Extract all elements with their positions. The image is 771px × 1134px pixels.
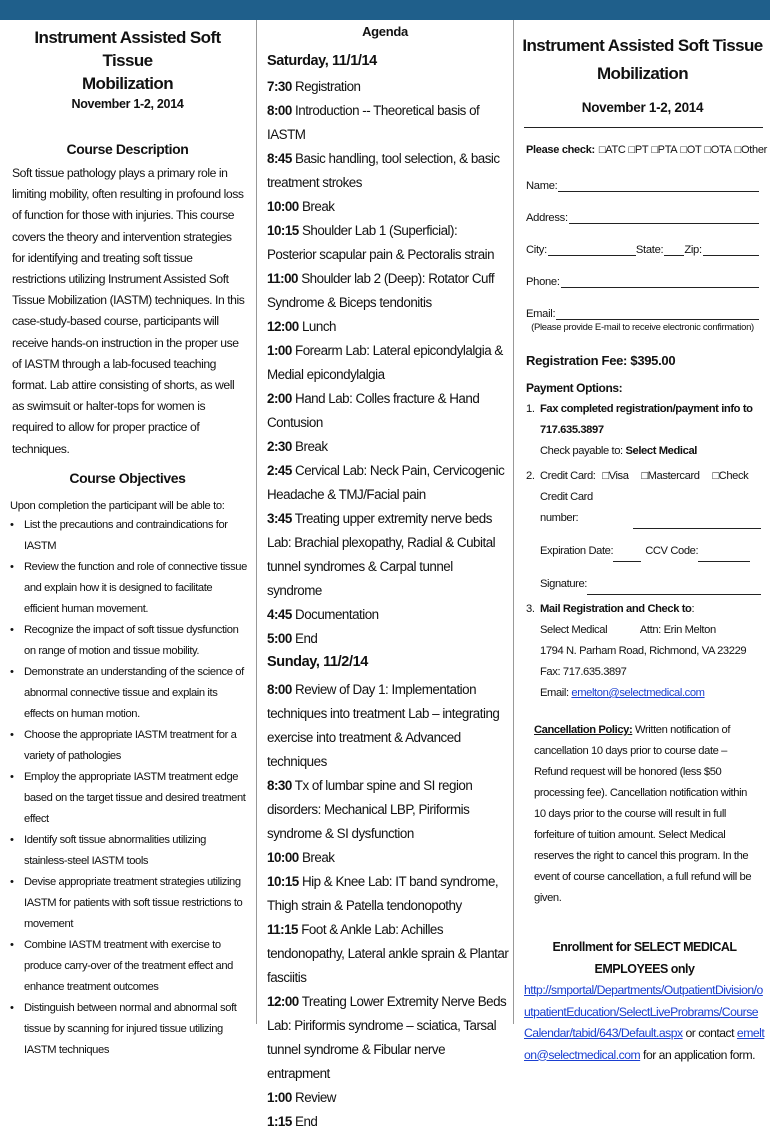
agenda-item bbox=[267, 75, 509, 99]
option-2-number: 2. bbox=[526, 470, 535, 482]
registration-column bbox=[513, 20, 771, 1062]
enrollment-or-text: or contact bbox=[682, 1026, 737, 1040]
mail-email-label: Email: bbox=[540, 687, 572, 699]
cancellation-text: Written notification of cancellation 10 days prior to course date – Refund request will be honored (less $50 processing fee). Cancellation notification within 10 days prior to the course will result in full forfeiture of tuition amount. Select Medical reserves the right to cancel this program. In the event of course cancellation, a full refund will be given. bbox=[534, 724, 752, 904]
address-line[interactable] bbox=[569, 211, 759, 224]
option-1-text: Fax completed registration/payment info to bbox=[540, 403, 753, 415]
cancellation-heading: Cancellation Policy: bbox=[534, 724, 633, 736]
day1-schedule bbox=[267, 75, 509, 651]
form-title bbox=[522, 32, 763, 88]
agenda-text: Basic handling, tool selection, & basic treatment strokes bbox=[267, 151, 500, 190]
agenda-item bbox=[267, 990, 509, 1086]
city-state-zip-field[interactable] bbox=[526, 238, 759, 256]
agenda-item bbox=[267, 774, 509, 846]
agenda-item bbox=[267, 147, 509, 195]
expiration-line[interactable] bbox=[613, 549, 641, 562]
state-line[interactable] bbox=[664, 243, 684, 256]
email-line[interactable] bbox=[556, 307, 759, 320]
objective-item: • Choose the appropriate IASTM treatment for a variety of pathologies bbox=[10, 725, 249, 767]
mail-email-row bbox=[526, 683, 761, 704]
registration-fee: Registration Fee: $395.00 bbox=[526, 353, 676, 368]
check-ot[interactable]: □OT bbox=[680, 144, 702, 156]
employee-enrollment bbox=[524, 937, 765, 1066]
agenda-text: Cervical Lab: Neck Pain, Cervicogenic Headache & TMJ/Facial pain bbox=[267, 463, 505, 502]
mail-address: 1794 N. Parham Road, Richmond, VA 23229 bbox=[540, 645, 747, 657]
please-check-label: Please check: bbox=[526, 144, 595, 156]
description-heading: Course Description bbox=[66, 141, 189, 157]
agenda-time: 8:00 bbox=[267, 682, 292, 697]
agenda-item bbox=[267, 267, 509, 315]
agenda-time: 12:00 bbox=[267, 319, 299, 334]
agenda-time: 3:45 bbox=[267, 511, 292, 526]
check-pt[interactable]: □PT bbox=[628, 144, 649, 156]
agenda-item bbox=[267, 1110, 509, 1134]
form-title-line2: Mobilization bbox=[596, 64, 688, 83]
agenda-item bbox=[267, 315, 509, 339]
payment-options bbox=[526, 378, 761, 704]
objective-item: • List the precautions and contraindications for IASTM bbox=[10, 515, 249, 557]
agenda-text: Review bbox=[295, 1090, 336, 1105]
credit-card-label: Credit Card: bbox=[540, 470, 596, 482]
check-payable-value: Select Medical bbox=[625, 445, 697, 457]
agenda-time: 11:15 bbox=[267, 922, 299, 937]
mail-email-link[interactable]: emelton@selectmedical.com bbox=[571, 687, 705, 699]
cc-number-field[interactable] bbox=[526, 487, 761, 529]
ccv-line[interactable] bbox=[698, 549, 750, 562]
payment-heading: Payment Options: bbox=[526, 381, 623, 395]
email-field[interactable] bbox=[526, 302, 759, 320]
check-other[interactable]: □Other bbox=[734, 144, 767, 156]
agenda-time: 4:45 bbox=[267, 607, 292, 622]
agenda-time: 11:00 bbox=[267, 271, 299, 286]
signature-line[interactable] bbox=[587, 582, 761, 595]
objective-item: • Review the function and role of connective tissue and explain how it is designed to facilitate efficient human movement. bbox=[10, 557, 249, 620]
expiration-ccv-field[interactable] bbox=[526, 541, 761, 562]
agenda-item bbox=[267, 603, 509, 627]
course-title bbox=[8, 26, 247, 95]
zip-line[interactable] bbox=[703, 243, 759, 256]
agenda-text: Lunch bbox=[301, 319, 336, 334]
agenda-time: 8:30 bbox=[267, 778, 292, 793]
agenda-item bbox=[267, 846, 509, 870]
expiration-label: Expiration Date: bbox=[540, 545, 614, 557]
objectives-intro: Upon completion the participant will be able to: bbox=[10, 499, 225, 512]
objective-item: • Recognize the impact of soft tissue dysfunction on range of motion and tissue mobility. bbox=[10, 620, 249, 662]
mail-attn: Attn: Erin Melton bbox=[639, 624, 716, 636]
check-checkbox[interactable]: □Check bbox=[712, 470, 749, 482]
agenda-text: Foot & Ankle Lab: Achilles tendonopathy, Lateral ankle sprain & Plantar fasciitis bbox=[267, 922, 509, 985]
agenda-text: Hip & Knee Lab: IT band syndrome, Thigh strain & Patella tendonopothy bbox=[267, 874, 499, 913]
agenda-item bbox=[267, 99, 509, 147]
agenda-heading: Agenda bbox=[362, 24, 408, 39]
day2-schedule bbox=[267, 678, 509, 1134]
course-info-column bbox=[0, 20, 255, 1056]
profession-checks bbox=[526, 142, 767, 156]
option-3-text: Mail Registration and Check to bbox=[540, 603, 692, 615]
agenda-time: 10:15 bbox=[267, 223, 299, 238]
top-banner bbox=[0, 0, 770, 20]
course-description: Soft tissue pathology plays a primary role in limiting mobility, often resulting in profound loss of function for those with injuries. This course covers the theory and intervention strategies for identifying and treating soft tissue restrictions utilizing Instrument Assisted Soft Tissue Mobilization (IASTM) techniques. In this case-study-based course, participants will receive hands-on instruction in the proper use of IASTM through a lab-focused teaching format. Lab attire consisting of shorts, as well as swimsuit or halter-tops for women is required to allow for proper practice of techniques. bbox=[12, 166, 245, 456]
agenda-item bbox=[267, 339, 509, 387]
agenda-text: End bbox=[295, 1114, 318, 1129]
mail-company: Select Medical bbox=[540, 624, 608, 636]
agenda-time: 1:00 bbox=[267, 343, 292, 358]
objective-item: • Demonstrate an understanding of the science of abnormal connective tissue and explain its effects on human motion. bbox=[10, 662, 249, 725]
agenda-item bbox=[267, 387, 509, 435]
name-field[interactable] bbox=[526, 174, 759, 192]
enrollment-text bbox=[524, 980, 765, 1066]
agenda-time: 1:00 bbox=[267, 1090, 292, 1105]
agenda-time: 5:00 bbox=[267, 631, 292, 646]
signature-field[interactable] bbox=[526, 574, 761, 595]
agenda-text: Registration bbox=[295, 79, 361, 94]
ccv-label: CCV Code: bbox=[645, 545, 699, 557]
agenda-text: End bbox=[295, 631, 318, 646]
agenda-time: 2:00 bbox=[267, 391, 292, 406]
agenda-text: Tx of lumbar spine and SI region disorders: Mechanical LBP, Piriformis syndrome & SI dysfunction bbox=[267, 778, 473, 841]
agenda-time: 10:00 bbox=[267, 199, 299, 214]
state-label: State: bbox=[635, 244, 664, 256]
visa-checkbox[interactable]: □Visa bbox=[602, 470, 629, 482]
agenda-item bbox=[267, 507, 509, 603]
fax-number: 717.635.3897 bbox=[540, 424, 604, 436]
signature-label: Signature: bbox=[540, 578, 587, 590]
agenda-text: Treating Lower Extremity Nerve Beds Lab: Piriformis syndrome – sciatica, Tarsal tunnel syndrome & Fibular nerve entrapment bbox=[267, 994, 507, 1081]
registration-form bbox=[526, 142, 767, 333]
phone-line[interactable] bbox=[561, 275, 759, 288]
agenda-item bbox=[267, 195, 509, 219]
email-note: (Please provide E-mail to receive electronic confirmation) bbox=[531, 322, 754, 333]
mastercard-checkbox[interactable]: □Mastercard bbox=[641, 470, 700, 482]
agenda-item bbox=[267, 219, 509, 267]
cancellation-policy bbox=[534, 720, 757, 909]
name-label: Name: bbox=[526, 180, 558, 192]
agenda-text: Documentation bbox=[295, 607, 379, 622]
agenda-text: Forearm Lab: Lateral epicondylalgia & Medial epicondylalgia bbox=[267, 343, 503, 382]
divider bbox=[524, 127, 763, 128]
agenda-time: 10:00 bbox=[267, 850, 299, 865]
agenda-item bbox=[267, 1086, 509, 1110]
phone-label: Phone: bbox=[526, 276, 560, 288]
objectives-heading: Course Objectives bbox=[69, 469, 186, 486]
agenda-text: Introduction -- Theoretical basis of IASTM bbox=[267, 103, 480, 142]
enrollment-email-link[interactable]: emelton@selectmedical.com bbox=[524, 1026, 765, 1062]
agenda-time: 10:15 bbox=[267, 874, 299, 889]
agenda-item bbox=[267, 918, 509, 990]
agenda-time: 2:45 bbox=[267, 463, 292, 478]
option-3-colon: : bbox=[691, 603, 695, 615]
course-title-line1: Instrument Assisted Soft Tissue bbox=[34, 28, 221, 70]
agenda-text: Break bbox=[301, 199, 335, 214]
cc-number-label: Credit Card number: bbox=[540, 491, 593, 524]
agenda-text: Treating upper extremity nerve beds Lab: Brachial plexopathy, Radial & Cubital tunnel syndromes & Carpal tunnel syndrome bbox=[267, 511, 496, 598]
address-field[interactable] bbox=[526, 206, 759, 224]
check-atc[interactable]: □ATC bbox=[598, 144, 626, 156]
check-payable bbox=[526, 441, 761, 462]
objective-item: • Identify soft tissue abnormalities utilizing stainless-steel IASTM tools bbox=[10, 830, 249, 872]
objective-item: • Devise appropriate treatment strategies utilizing IASTM for patients with soft tissue restrictions to movement bbox=[10, 872, 249, 935]
mail-attn-row bbox=[526, 620, 761, 641]
address-label: Address: bbox=[526, 212, 568, 224]
agenda-text: Break bbox=[301, 850, 335, 865]
form-date: November 1-2, 2014 bbox=[581, 100, 704, 115]
check-ota[interactable]: □OTA bbox=[704, 144, 732, 156]
agenda-item bbox=[267, 459, 509, 507]
form-title-line1: Instrument Assisted Soft Tissue bbox=[522, 36, 763, 55]
course-date: November 1-2, 2014 bbox=[71, 97, 184, 111]
payment-option-3 bbox=[526, 599, 761, 620]
city-line[interactable] bbox=[548, 243, 636, 256]
agenda-column bbox=[256, 20, 513, 1129]
agenda-text: Shoulder lab 2 (Deep): Rotator Cuff Syndrome & Biceps tendonitis bbox=[267, 271, 495, 310]
agenda-time: 1:15 bbox=[267, 1114, 292, 1129]
enrollment-link[interactable]: http://smportal/Departments/OutpatientDivision/outpatientEducation/SelectLiveProbrams/CourseCalendar/tabid/643/Default.aspx bbox=[524, 983, 763, 1040]
phone-field[interactable] bbox=[526, 270, 759, 288]
payment-option-1 bbox=[526, 399, 761, 420]
enrollment-heading: Enrollment for SELECT MEDICAL EMPLOYEES only bbox=[552, 940, 737, 976]
agenda-item bbox=[267, 435, 509, 459]
agenda-time: 8:45 bbox=[267, 151, 292, 166]
agenda-item bbox=[267, 678, 509, 774]
check-pta[interactable]: □PTA bbox=[651, 144, 678, 156]
objectives-list bbox=[0, 515, 255, 1061]
cc-number-line[interactable] bbox=[633, 516, 761, 529]
email-label: Email: bbox=[526, 308, 556, 320]
name-line[interactable] bbox=[558, 179, 759, 192]
payment-option-2 bbox=[526, 466, 761, 487]
option-3-number: 3. bbox=[526, 603, 535, 615]
objective-item: • Distinguish between normal and abnormal soft tissue by scanning for injured tissue utilizing IASTM techniques bbox=[10, 998, 249, 1061]
agenda-text: Break bbox=[295, 439, 328, 454]
mail-fax: Fax: 717.635.3897 bbox=[540, 666, 627, 678]
zip-label: Zip: bbox=[684, 244, 702, 256]
agenda-time: 7:30 bbox=[267, 79, 292, 94]
agenda-time: 12:00 bbox=[267, 994, 299, 1009]
option-1-number: 1. bbox=[526, 403, 535, 415]
day2-heading: Sunday, 11/2/14 bbox=[267, 654, 368, 670]
city-label: City: bbox=[526, 244, 547, 256]
check-payable-label: Check payable to: bbox=[540, 445, 626, 457]
agenda-time: 2:30 bbox=[267, 439, 292, 454]
agenda-item bbox=[267, 870, 509, 918]
agenda-text: Review of Day 1: Implementation techniques into treatment Lab – integrating exercise into treatment & Advanced techniques bbox=[267, 682, 500, 769]
agenda-text: Hand Lab: Colles fracture & Hand Contusion bbox=[267, 391, 480, 430]
agenda-time: 8:00 bbox=[267, 103, 292, 118]
day1-heading: Saturday, 11/1/14 bbox=[267, 53, 377, 69]
course-title-line2: Mobilization bbox=[81, 74, 173, 93]
enrollment-tail-text: for an application form. bbox=[640, 1047, 756, 1062]
agenda-text: Shoulder Lab 1 (Superficial): Posterior scapular pain & Pectoralis strain bbox=[267, 223, 495, 262]
agenda-item bbox=[267, 627, 509, 651]
objective-item: • Employ the appropriate IASTM treatment edge based on the target tissue and desired treatment effect bbox=[10, 767, 249, 830]
objective-item: • Combine IASTM treatment with exercise to produce carry-over of the treatment effect and enhance treatment outcomes bbox=[10, 935, 249, 998]
